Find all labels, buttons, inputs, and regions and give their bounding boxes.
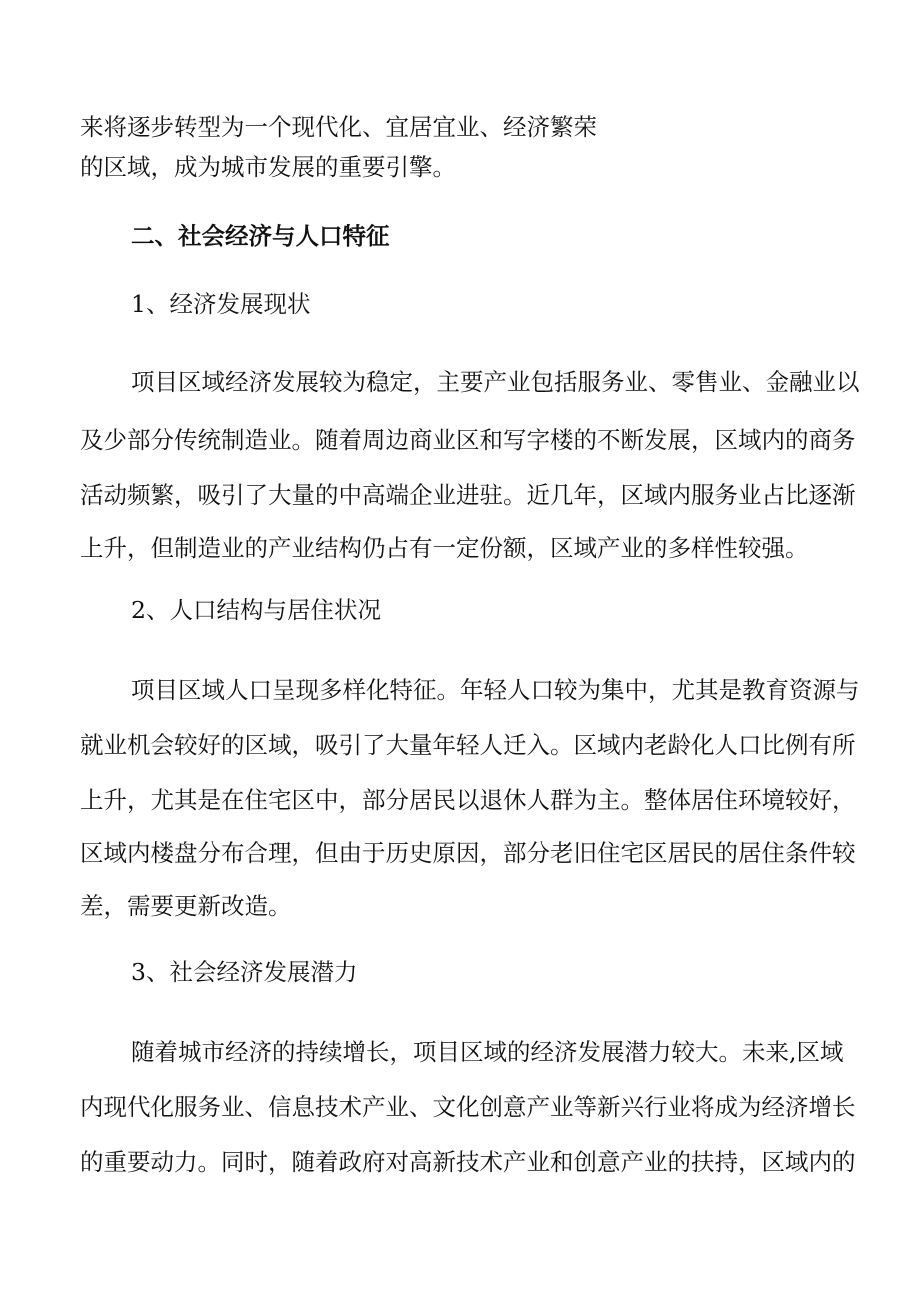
intro-line: 来将逐步转型为一个现代化、宜居宜业、经济繁荣 <box>80 113 597 141</box>
paragraph-line: 上升，尤其是在住宅区中，部分居民以退休人群为主。整体居住环境较好， <box>80 786 856 814</box>
paragraph-line: 上升，但制造业的产业结构仍占有一定份额，区域产业的多样性较强。 <box>80 534 809 562</box>
paragraph-line: 就业机会较好的区域，吸引了大量年轻人迁入。区域内老龄化人口比例有所 <box>80 731 856 759</box>
paragraph-line: 项目区域人口呈现多样化特征。年轻人口较为集中，尤其是教育资源与 <box>131 676 860 704</box>
section-heading: 二、社会经济与人口特征 <box>131 222 390 250</box>
subsection-title: 3、社会经济发展潜力 <box>131 958 358 986</box>
paragraph-line: 及少部分传统制造业。随着周边商业区和写字楼的不断发展，区域内的商务 <box>80 426 856 454</box>
paragraph-line: 项目区域经济发展较为稳定，主要产业包括服务业、零售业、金融业以 <box>131 368 860 396</box>
paragraph-line: 差，需要更新改造。 <box>80 892 292 920</box>
paragraph-line: 随着城市经济的持续增长，项目区域的经济发展潜力较大。未来,区域 <box>131 1038 844 1066</box>
subsection-title: 2、人口结构与居住状况 <box>131 596 381 624</box>
paragraph-line: 区域内楼盘分布合理，但由于历史原因，部分老旧住宅区居民的居住条件较 <box>80 839 856 867</box>
paragraph-line: 的重要动力。同时，随着政府对高新技术产业和创意产业的扶持，区域内的 <box>80 1148 856 1176</box>
paragraph-line: 活动频繁，吸引了大量的中高端企业进驻。近几年，区域内服务业占比逐渐 <box>80 481 856 509</box>
intro-line: 的区域，成为城市发展的重要引擎。 <box>80 153 456 181</box>
paragraph-line: 内现代化服务业、信息技术产业、文化创意产业等新兴行业将成为经济增长 <box>80 1093 856 1121</box>
subsection-title: 1、经济发展现状 <box>131 290 311 318</box>
